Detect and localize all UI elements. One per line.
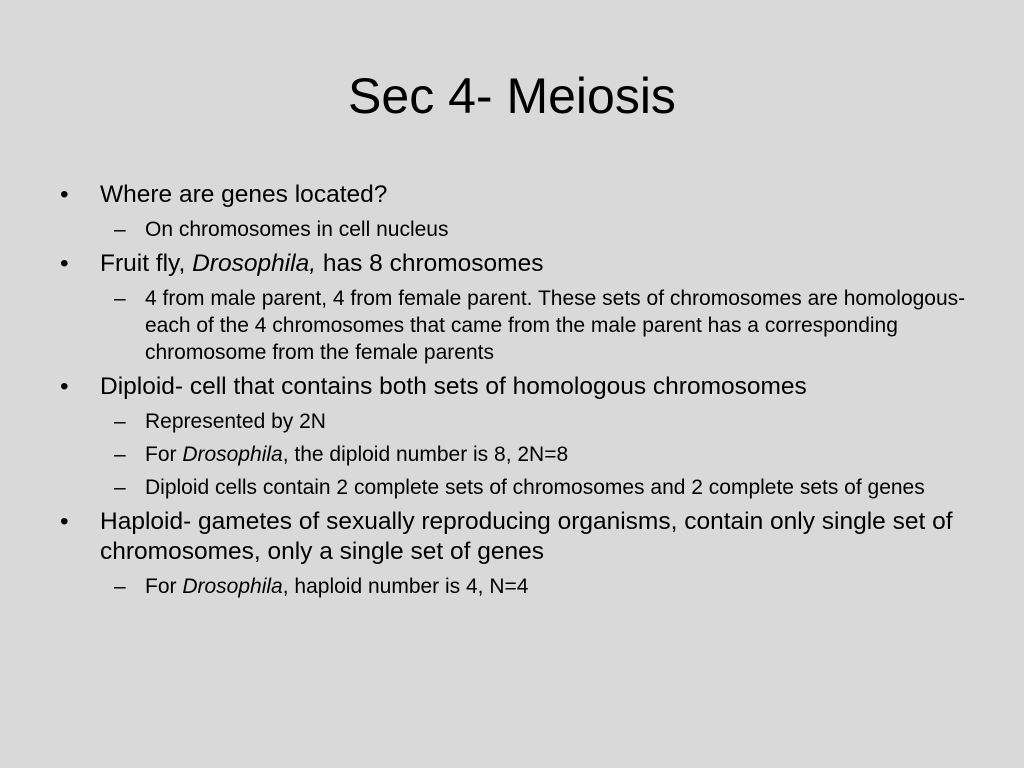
slide-title: Sec 4- Meiosis: [348, 68, 676, 124]
bullet-text: Haploid- gametes of sexually reproducing organisms, contain only single set of chromosomes, only a single set of genes: [100, 508, 953, 565]
bullet-text: Where are genes located?: [100, 181, 388, 208]
sub-bullet-item: [52, 573, 982, 600]
sub-bullet-item: [52, 474, 982, 501]
dash-icon: –: [114, 410, 126, 433]
sub-bullet-text-italic: Drosophila: [182, 575, 283, 598]
sub-bullet-item: [52, 441, 982, 468]
dash-icon: –: [114, 287, 126, 310]
dash-icon: –: [114, 443, 126, 466]
sub-bullet-text: On chromosomes in cell nucleus: [145, 218, 449, 241]
dash-icon: –: [114, 476, 126, 499]
bullet-icon: •: [60, 250, 69, 277]
sub-bullet-text: Represented by 2N: [145, 410, 326, 433]
sub-bullet-text-pre: For: [145, 443, 183, 466]
bullet-text-post: has 8 chromosomes: [316, 250, 544, 277]
sub-bullet-text-italic: Drosophila: [182, 443, 283, 466]
bullet-item: [52, 507, 982, 567]
bullet-item: [52, 249, 982, 279]
sub-bullet-text-pre: For: [145, 575, 183, 598]
bullet-text: Diploid- cell that contains both sets of homologous chromosomes: [100, 373, 807, 400]
sub-bullet-text: 4 from male parent, 4 from female parent. These sets of chromosomes are homologous- each of the 4 chromosomes that came from the male parent has a corresponding chromosome from the female parents: [145, 287, 966, 364]
sub-bullet-item: [52, 285, 982, 366]
bullet-icon: •: [60, 508, 69, 535]
bullet-text-italic: Drosophila,: [192, 250, 317, 277]
bullet-icon: •: [60, 373, 69, 400]
dash-icon: –: [114, 575, 126, 598]
sub-bullet-item: [52, 408, 982, 435]
dash-icon: –: [114, 218, 126, 241]
bullet-text-pre: Fruit fly,: [100, 250, 193, 277]
sub-bullet-text-post: , the diploid number is 8, 2N=8: [282, 443, 569, 466]
bullet-item: [52, 372, 982, 402]
sub-bullet-item: [52, 216, 982, 243]
slide-content: [52, 180, 982, 606]
bullet-item: [52, 180, 982, 210]
sub-bullet-text-post: , haploid number is 4, N=4: [282, 575, 529, 598]
sub-bullet-text: Diploid cells contain 2 complete sets of chromosomes and 2 complete sets of genes: [145, 476, 925, 499]
bullet-icon: •: [60, 181, 69, 208]
